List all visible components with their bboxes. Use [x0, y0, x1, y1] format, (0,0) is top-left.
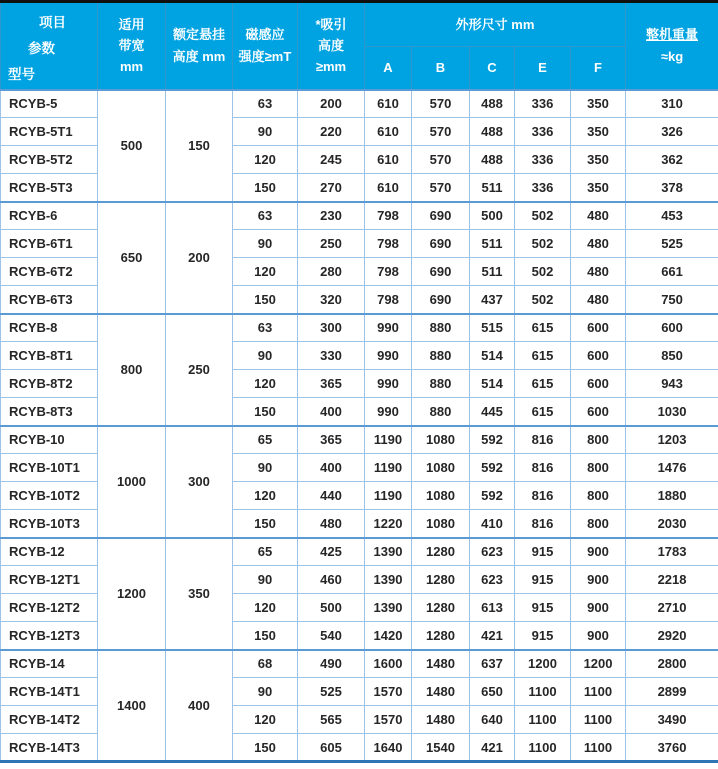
- dim-a-cell: 1600: [365, 650, 412, 678]
- dim-f-cell: 1200: [571, 650, 626, 678]
- attraction-cell: 245: [298, 146, 365, 174]
- dim-a-cell: 798: [365, 230, 412, 258]
- table-header: [1, 2, 718, 90]
- dim-c-cell: 488: [470, 118, 515, 146]
- attraction-cell: 425: [298, 538, 365, 566]
- suspension-height-cell: 250: [166, 314, 233, 426]
- dim-c-cell: 592: [470, 454, 515, 482]
- dim-f-cell: 800: [571, 454, 626, 482]
- dim-e-cell: 1100: [515, 678, 571, 706]
- dim-f-cell: 900: [571, 622, 626, 650]
- magnetic-cell: 90: [233, 230, 298, 258]
- magnetic-cell: 150: [233, 174, 298, 202]
- weight-cell: 600: [626, 314, 718, 342]
- dim-b-cell: 1280: [412, 594, 470, 622]
- weight-cell: 2710: [626, 594, 718, 622]
- dim-f-cell: 1100: [571, 706, 626, 734]
- header-bandwidth: 适用 带宽 mm: [98, 2, 166, 90]
- model-cell: RCYB-5T3: [1, 174, 98, 202]
- dim-f-cell: 350: [571, 118, 626, 146]
- model-cell: RCYB-6T2: [1, 258, 98, 286]
- model-cell: RCYB-10: [1, 426, 98, 454]
- dim-a-cell: 610: [365, 90, 412, 118]
- model-cell: RCYB-8T3: [1, 398, 98, 426]
- weight-cell: 1203: [626, 426, 718, 454]
- dim-b-cell: 880: [412, 370, 470, 398]
- dim-c-cell: 511: [470, 230, 515, 258]
- model-cell: RCYB-12T3: [1, 622, 98, 650]
- dim-a-cell: 1390: [365, 566, 412, 594]
- dim-f-cell: 600: [571, 314, 626, 342]
- dim-b-cell: 1280: [412, 538, 470, 566]
- dim-c-cell: 421: [470, 734, 515, 762]
- dim-a-cell: 990: [365, 370, 412, 398]
- dim-c-cell: 623: [470, 538, 515, 566]
- attraction-cell: 230: [298, 202, 365, 230]
- magnetic-cell: 120: [233, 258, 298, 286]
- attraction-cell: 605: [298, 734, 365, 762]
- dim-a-cell: 1390: [365, 538, 412, 566]
- bandwidth-cell: 500: [98, 90, 166, 202]
- dim-a-cell: 610: [365, 146, 412, 174]
- dim-a-cell: 990: [365, 342, 412, 370]
- table-row: [1, 90, 718, 118]
- dim-c-cell: 488: [470, 90, 515, 118]
- magnetic-cell: 120: [233, 594, 298, 622]
- weight-cell: 2920: [626, 622, 718, 650]
- dim-a-cell: 1190: [365, 482, 412, 510]
- attraction-cell: 400: [298, 398, 365, 426]
- dim-a-cell: 1570: [365, 678, 412, 706]
- dim-e-cell: 1100: [515, 706, 571, 734]
- header-dim-c: C: [470, 47, 515, 90]
- magnetic-cell: 120: [233, 146, 298, 174]
- header-corner-cell: [1, 2, 98, 90]
- dim-f-cell: 1100: [571, 678, 626, 706]
- dim-e-cell: 1100: [515, 734, 571, 762]
- dim-e-cell: 502: [515, 230, 571, 258]
- magnetic-cell: 150: [233, 734, 298, 762]
- magnetic-cell: 63: [233, 314, 298, 342]
- model-cell: RCYB-6: [1, 202, 98, 230]
- header-dim-e: E: [515, 47, 571, 90]
- dim-a-cell: 1390: [365, 594, 412, 622]
- model-cell: RCYB-10T1: [1, 454, 98, 482]
- bandwidth-cell: 650: [98, 202, 166, 314]
- dim-b-cell: 1540: [412, 734, 470, 762]
- header-magnetic-induction: 磁感应 强度≥mT: [233, 2, 298, 90]
- dim-f-cell: 480: [571, 286, 626, 314]
- attraction-cell: 250: [298, 230, 365, 258]
- dim-b-cell: 880: [412, 314, 470, 342]
- dim-c-cell: 623: [470, 566, 515, 594]
- dim-b-cell: 690: [412, 202, 470, 230]
- suspension-height-cell: 150: [166, 90, 233, 202]
- dim-b-cell: 1480: [412, 678, 470, 706]
- attraction-cell: 280: [298, 258, 365, 286]
- dim-f-cell: 900: [571, 594, 626, 622]
- dim-c-cell: 592: [470, 482, 515, 510]
- magnetic-cell: 90: [233, 566, 298, 594]
- dim-b-cell: 1080: [412, 510, 470, 538]
- attraction-cell: 270: [298, 174, 365, 202]
- header-attraction-height: *吸引 高度 ≥mm: [298, 2, 365, 90]
- dim-c-cell: 514: [470, 370, 515, 398]
- dim-c-cell: 592: [470, 426, 515, 454]
- dim-b-cell: 570: [412, 146, 470, 174]
- dim-f-cell: 900: [571, 538, 626, 566]
- attraction-cell: 500: [298, 594, 365, 622]
- attraction-cell: 200: [298, 90, 365, 118]
- magnetic-cell: 150: [233, 286, 298, 314]
- dim-a-cell: 1190: [365, 454, 412, 482]
- magnetic-cell: 120: [233, 370, 298, 398]
- attraction-cell: 565: [298, 706, 365, 734]
- magnetic-cell: 68: [233, 650, 298, 678]
- dim-b-cell: 1080: [412, 454, 470, 482]
- dim-e-cell: 502: [515, 286, 571, 314]
- magnetic-cell: 90: [233, 678, 298, 706]
- magnetic-cell: 90: [233, 342, 298, 370]
- dim-b-cell: 1280: [412, 566, 470, 594]
- model-cell: RCYB-5T1: [1, 118, 98, 146]
- dim-e-cell: 336: [515, 90, 571, 118]
- attraction-cell: 480: [298, 510, 365, 538]
- dim-f-cell: 480: [571, 230, 626, 258]
- attraction-cell: 330: [298, 342, 365, 370]
- dim-b-cell: 1480: [412, 650, 470, 678]
- dim-e-cell: 502: [515, 258, 571, 286]
- magnetic-cell: 63: [233, 202, 298, 230]
- model-cell: RCYB-8T2: [1, 370, 98, 398]
- table-row: [1, 650, 718, 678]
- dim-f-cell: 800: [571, 510, 626, 538]
- attraction-cell: 300: [298, 314, 365, 342]
- dim-b-cell: 570: [412, 174, 470, 202]
- header-dim-f: F: [571, 47, 626, 90]
- dim-b-cell: 1080: [412, 482, 470, 510]
- magnetic-cell: 65: [233, 538, 298, 566]
- dim-e-cell: 816: [515, 454, 571, 482]
- magnetic-cell: 150: [233, 622, 298, 650]
- model-cell: RCYB-8: [1, 314, 98, 342]
- table-body: [1, 90, 718, 762]
- table-row: [1, 426, 718, 454]
- attraction-cell: 540: [298, 622, 365, 650]
- magnetic-cell: 120: [233, 482, 298, 510]
- dim-e-cell: 816: [515, 510, 571, 538]
- model-cell: RCYB-10T2: [1, 482, 98, 510]
- weight-cell: 3490: [626, 706, 718, 734]
- dim-c-cell: 500: [470, 202, 515, 230]
- dim-f-cell: 350: [571, 146, 626, 174]
- dim-e-cell: 615: [515, 370, 571, 398]
- model-cell: RCYB-14T3: [1, 734, 98, 762]
- dim-e-cell: 1200: [515, 650, 571, 678]
- dim-e-cell: 336: [515, 118, 571, 146]
- dim-c-cell: 511: [470, 258, 515, 286]
- model-cell: RCYB-12T1: [1, 566, 98, 594]
- dim-c-cell: 515: [470, 314, 515, 342]
- dim-c-cell: 514: [470, 342, 515, 370]
- magnetic-cell: 63: [233, 90, 298, 118]
- dim-c-cell: 640: [470, 706, 515, 734]
- table-row: [1, 202, 718, 230]
- attraction-cell: 490: [298, 650, 365, 678]
- dim-e-cell: 615: [515, 342, 571, 370]
- dim-b-cell: 1080: [412, 426, 470, 454]
- magnetic-cell: 90: [233, 118, 298, 146]
- dim-a-cell: 798: [365, 286, 412, 314]
- model-cell: RCYB-12T2: [1, 594, 98, 622]
- weight-cell: 362: [626, 146, 718, 174]
- dim-e-cell: 915: [515, 538, 571, 566]
- suspension-height-cell: 350: [166, 538, 233, 650]
- dim-c-cell: 650: [470, 678, 515, 706]
- dim-f-cell: 800: [571, 426, 626, 454]
- dim-b-cell: 880: [412, 398, 470, 426]
- attraction-cell: 365: [298, 370, 365, 398]
- magnetic-cell: 65: [233, 426, 298, 454]
- corner-model-label: 型号: [8, 67, 35, 82]
- model-cell: RCYB-14T2: [1, 706, 98, 734]
- model-cell: RCYB-6T3: [1, 286, 98, 314]
- attraction-cell: 440: [298, 482, 365, 510]
- weight-cell: 1030: [626, 398, 718, 426]
- bandwidth-cell: 1000: [98, 426, 166, 538]
- dim-e-cell: 615: [515, 398, 571, 426]
- model-cell: RCYB-5T2: [1, 146, 98, 174]
- corner-parameter-label: 参数: [28, 41, 55, 56]
- dim-e-cell: 915: [515, 622, 571, 650]
- dim-f-cell: 900: [571, 566, 626, 594]
- magnetic-cell: 120: [233, 706, 298, 734]
- bandwidth-cell: 1400: [98, 650, 166, 762]
- dim-e-cell: 615: [515, 314, 571, 342]
- weight-cell: 310: [626, 90, 718, 118]
- attraction-cell: 220: [298, 118, 365, 146]
- weight-cell: 2899: [626, 678, 718, 706]
- header-dimensions-group: 外形尺寸 mm: [365, 2, 626, 47]
- dim-a-cell: 990: [365, 398, 412, 426]
- dim-f-cell: 350: [571, 90, 626, 118]
- table-row: [1, 314, 718, 342]
- header-dim-a: A: [365, 47, 412, 90]
- attraction-cell: 400: [298, 454, 365, 482]
- weight-cell: 2218: [626, 566, 718, 594]
- bandwidth-cell: 800: [98, 314, 166, 426]
- dim-c-cell: 488: [470, 146, 515, 174]
- weight-cell: 943: [626, 370, 718, 398]
- dim-f-cell: 600: [571, 398, 626, 426]
- weight-cell: 1880: [626, 482, 718, 510]
- dim-a-cell: 1420: [365, 622, 412, 650]
- dim-e-cell: 915: [515, 566, 571, 594]
- dim-b-cell: 690: [412, 286, 470, 314]
- dim-e-cell: 816: [515, 482, 571, 510]
- corner-item-label: 项目: [39, 15, 66, 30]
- dim-e-cell: 336: [515, 174, 571, 202]
- dim-b-cell: 880: [412, 342, 470, 370]
- model-cell: RCYB-8T1: [1, 342, 98, 370]
- attraction-cell: 365: [298, 426, 365, 454]
- dim-b-cell: 570: [412, 90, 470, 118]
- dim-b-cell: 1280: [412, 622, 470, 650]
- dim-a-cell: 1640: [365, 734, 412, 762]
- magnetic-cell: 150: [233, 510, 298, 538]
- suspension-height-cell: 200: [166, 202, 233, 314]
- weight-cell: 661: [626, 258, 718, 286]
- dim-c-cell: 410: [470, 510, 515, 538]
- model-cell: RCYB-14T1: [1, 678, 98, 706]
- weight-cell: 378: [626, 174, 718, 202]
- header-suspension-height: 额定悬挂 高度 mm: [166, 2, 233, 90]
- weight-cell: 1783: [626, 538, 718, 566]
- dim-c-cell: 445: [470, 398, 515, 426]
- dim-b-cell: 570: [412, 118, 470, 146]
- dim-f-cell: 350: [571, 174, 626, 202]
- dim-b-cell: 690: [412, 258, 470, 286]
- weight-cell: 453: [626, 202, 718, 230]
- attraction-cell: 460: [298, 566, 365, 594]
- dim-f-cell: 1100: [571, 734, 626, 762]
- weight-cell: 2800: [626, 650, 718, 678]
- dim-f-cell: 480: [571, 202, 626, 230]
- dim-f-cell: 800: [571, 482, 626, 510]
- dim-b-cell: 1480: [412, 706, 470, 734]
- weight-cell: 750: [626, 286, 718, 314]
- weight-cell: 850: [626, 342, 718, 370]
- magnetic-cell: 90: [233, 454, 298, 482]
- model-cell: RCYB-5: [1, 90, 98, 118]
- header-weight: 整机重量 ≈kg: [626, 2, 718, 90]
- dim-a-cell: 610: [365, 174, 412, 202]
- dim-a-cell: 1220: [365, 510, 412, 538]
- model-cell: RCYB-12: [1, 538, 98, 566]
- dim-a-cell: 798: [365, 258, 412, 286]
- dim-e-cell: 915: [515, 594, 571, 622]
- dim-c-cell: 637: [470, 650, 515, 678]
- dim-e-cell: 816: [515, 426, 571, 454]
- dim-c-cell: 511: [470, 174, 515, 202]
- table-row: [1, 538, 718, 566]
- model-cell: RCYB-6T1: [1, 230, 98, 258]
- weight-cell: 326: [626, 118, 718, 146]
- attraction-cell: 320: [298, 286, 365, 314]
- magnetic-cell: 150: [233, 398, 298, 426]
- suspension-height-cell: 400: [166, 650, 233, 762]
- weight-cell: 2030: [626, 510, 718, 538]
- weight-cell: 3760: [626, 734, 718, 762]
- dim-a-cell: 1570: [365, 706, 412, 734]
- dim-a-cell: 1190: [365, 426, 412, 454]
- dim-c-cell: 613: [470, 594, 515, 622]
- weight-cell: 1476: [626, 454, 718, 482]
- suspension-height-cell: 300: [166, 426, 233, 538]
- dim-e-cell: 502: [515, 202, 571, 230]
- dim-e-cell: 336: [515, 146, 571, 174]
- weight-cell: 525: [626, 230, 718, 258]
- dim-c-cell: 437: [470, 286, 515, 314]
- dim-a-cell: 798: [365, 202, 412, 230]
- dim-b-cell: 690: [412, 230, 470, 258]
- dim-a-cell: 610: [365, 118, 412, 146]
- model-cell: RCYB-14: [1, 650, 98, 678]
- bandwidth-cell: 1200: [98, 538, 166, 650]
- model-cell: RCYB-10T3: [1, 510, 98, 538]
- header-dim-b: B: [412, 47, 470, 90]
- dim-f-cell: 600: [571, 370, 626, 398]
- dim-a-cell: 990: [365, 314, 412, 342]
- dim-f-cell: 600: [571, 342, 626, 370]
- attraction-cell: 525: [298, 678, 365, 706]
- dim-c-cell: 421: [470, 622, 515, 650]
- dim-f-cell: 480: [571, 258, 626, 286]
